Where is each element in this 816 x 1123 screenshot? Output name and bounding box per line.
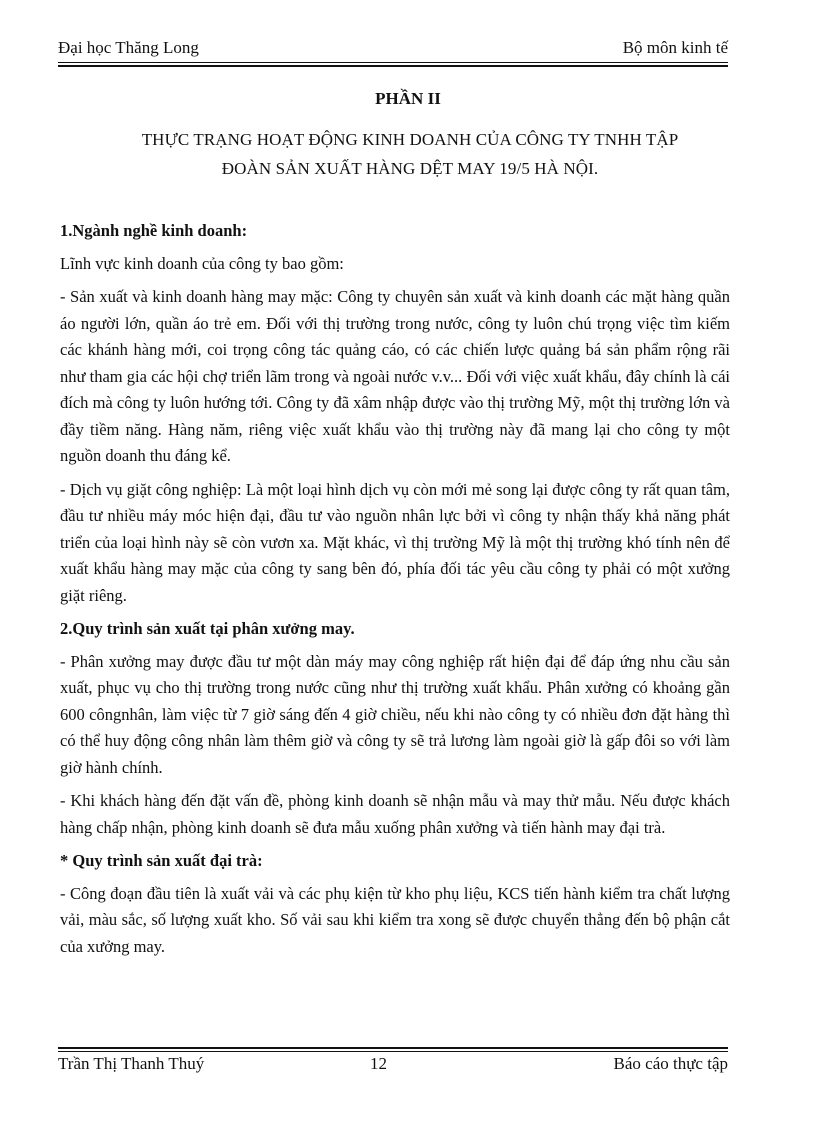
page-number: 12 (370, 1054, 387, 1073)
page-footer (58, 1054, 728, 1080)
section-1-paragraph-1: - Sản xuất và kinh doanh hàng may mặc: Công ty chuyên sản xuất và kinh doanh các mặt hàng quần áo người lớn, quần áo trẻ em. Đối với thị trường trong nước, công ty luôn chú trọng việc tìm kiếm các khánh hàng mới, coi trọng công tác quảng cáo, có các chiến lược quảng bá sản phẩm rộng rãi như tham gia các hội chợ triển lãm trong và ngoài nước v.v... Đối với việc xuất khẩu, đây chính là cái đích mà công ty luôn hướng tới. Công ty đã xâm nhập được vào thị trường Mỹ, một thị trường lớn và đầy tiềm năng. Hàng năm, riêng việc xuất khẩu vào thị trường này đã mang lại cho công ty một nguồn doanh thu đáng kể. (60, 287, 730, 465)
chapter-title-line-2: ĐOÀN SẢN XUẤT HÀNG DỆT MAY 19/5 HÀ NỘI. (221, 159, 599, 178)
chapter-title-line-1: THỰC TRẠNG HOẠT ĐỘNG KINH DOANH CỦA CÔNG TY TNHH TẬP (141, 130, 679, 149)
section-3-heading: * Quy trình sản xuất đại trà: (60, 851, 263, 870)
chapter-title (60, 125, 760, 183)
section-1-heading: 1.Ngành nghề kinh doanh: (60, 221, 248, 240)
header-university: Đại học Thăng Long (58, 38, 199, 57)
section-2-heading: 2.Quy trình sản xuất tại phân xưởng may. (60, 619, 355, 638)
document-body (60, 218, 730, 967)
footer-author: Trần Thị Thanh Thuý (58, 1054, 205, 1073)
section-2-paragraph-2: - Khi khách hàng đến đặt vấn đề, phòng kinh doanh sẽ nhận mẫu và may thử mẫu. Nếu được khách hàng chấp nhận, phòng kinh doanh sẽ đưa mẫu xuống phân xưởng và tiến hành may đại trà. (60, 791, 730, 837)
footer-report-type: Báo cáo thực tập (613, 1054, 728, 1073)
header-divider (58, 62, 728, 67)
section-3-paragraph-1: - Công đoạn đầu tiên là xuất vải và các phụ kiện từ kho phụ liệu, KCS tiến hành kiểm tra chất lượng vải, màu sắc, số lượng xuất kho. Số vải sau khi kiểm tra xong sẽ được chuyển thẳng đến bộ phận cắt của xưởng may. (60, 883, 730, 956)
section-1-paragraph-2: - Dịch vụ giặt công nghiệp: Là một loại hình dịch vụ còn mới mẻ song lại được công ty rất quan tâm, đầu tư nhiều máy móc hiện đại, đầu tư vào nguồn nhân lực bởi vì công ty nhận thấy khả năng phát triển của loại hình này sẽ còn vươn xa. Mặt khác, vì thị trường Mỹ là một thị trường khó tính nên để xuất khẩu hàng may mặc của công ty sang bên đó, phía đối tác yêu cầu công ty phải có một xưởng giặt riêng. (60, 479, 730, 605)
part-title: PHẦN II (375, 89, 441, 108)
section-2-paragraph-1: - Phân xưởng may được đầu tư một dàn máy may công nghiệp rất hiện đại để đáp ứng nhu cầu sản xuất, phục vụ cho thị trường trong nước cũng như thị trường xuất khẩu. Phân xưởng có khoảng gần 600 côngnhân, làm việc từ 7 giờ sáng đến 4 giờ chiều, nếu khi nào công ty có nhiều đơn đặt hàng thì có thể huy động công nhân làm thêm giờ và công ty sẽ trả lương làm ngoài giờ là gấp đôi so với làm giờ hành chính. (60, 651, 730, 777)
header-department: Bộ môn kinh tế (622, 38, 728, 57)
footer-divider (58, 1047, 728, 1052)
section-1-intro: Lĩnh vực kinh doanh của công ty bao gồm: (60, 253, 344, 273)
